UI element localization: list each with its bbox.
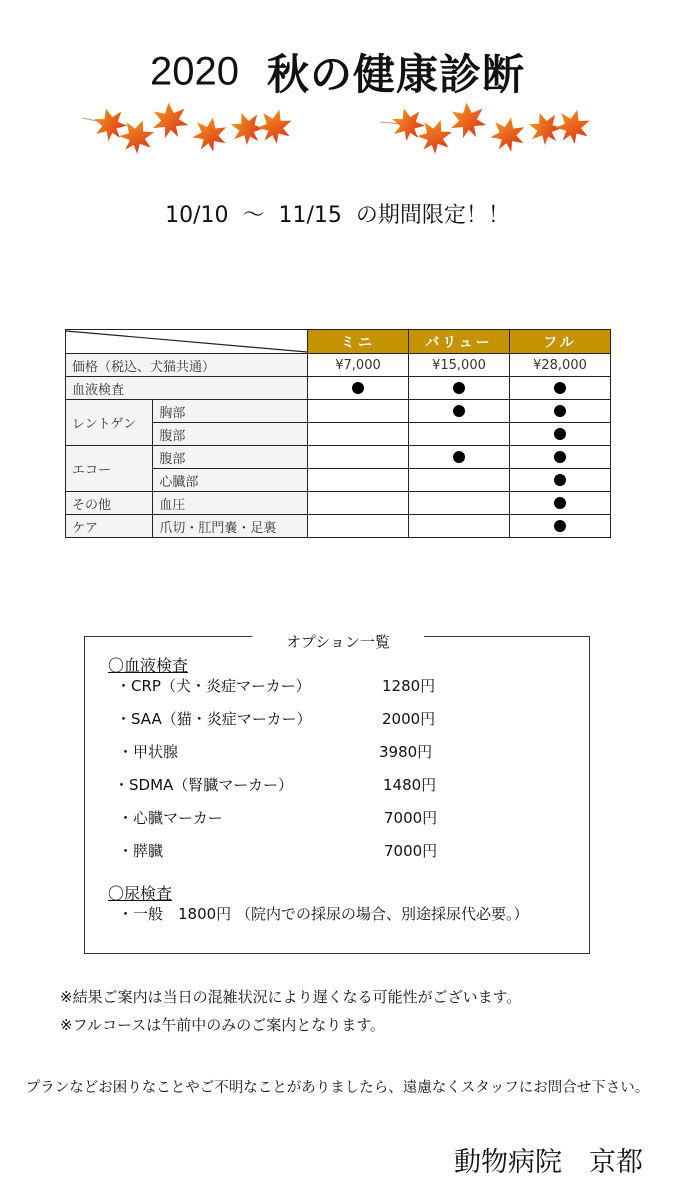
option-price: 2000円 xyxy=(382,710,436,728)
option-name: ・甲状腺 xyxy=(118,743,179,761)
row-label-blood-pressure: 血圧 xyxy=(153,492,308,515)
row-label-abdomen: 腹部 xyxy=(153,423,308,446)
filled-circle-icon xyxy=(554,474,566,486)
row-label-price: 価格（税込、犬猫共通） xyxy=(66,354,308,377)
option-name: ・SDMA（腎臓マーカー） xyxy=(114,776,293,794)
table-row xyxy=(66,492,611,515)
plan-table xyxy=(65,329,611,538)
empty-cell xyxy=(409,423,510,446)
option-name: ・膵臓 xyxy=(118,842,164,860)
clinic-name: 動物病院 京都 xyxy=(454,1147,643,1178)
option-price: 7000円 xyxy=(384,809,438,827)
column-header-value: バリュー xyxy=(409,330,510,354)
option-price: 3980円 xyxy=(379,743,433,761)
title-main: 秋の健康診断 xyxy=(266,50,525,99)
included-mark xyxy=(510,446,611,469)
filled-circle-icon xyxy=(554,520,566,532)
empty-cell xyxy=(308,492,409,515)
included-mark xyxy=(409,377,510,400)
included-mark xyxy=(510,492,611,515)
included-mark xyxy=(510,469,611,492)
urine-test-heading: 〇尿検査 xyxy=(108,884,173,903)
title-year: 2020 xyxy=(150,49,239,94)
column-header-mini: ミニ xyxy=(308,330,409,354)
included-mark xyxy=(409,446,510,469)
option-price: 7000円 xyxy=(384,842,438,860)
price-mini: ¥7,000 xyxy=(308,354,409,377)
urine-test-item: ・一般 1800円 （院内での採尿の場合、別途採尿代必要。） xyxy=(118,905,529,923)
empty-cell xyxy=(409,515,510,538)
row-group-echo: エコー xyxy=(66,446,153,492)
filled-circle-icon xyxy=(453,405,465,417)
page-title xyxy=(0,42,675,102)
included-mark xyxy=(409,400,510,423)
row-label-abdomen: 腹部 xyxy=(153,446,308,469)
empty-cell xyxy=(409,469,510,492)
note-full-course-morning: ※フルコースは午前中のみのご案内となります。 xyxy=(60,1016,386,1034)
row-label-heart: 心臓部 xyxy=(153,469,308,492)
row-label-chest: 胸部 xyxy=(153,400,308,423)
included-mark xyxy=(510,515,611,538)
option-name: ・心臓マーカー xyxy=(118,809,223,827)
option-price: 1280円 xyxy=(382,677,436,695)
table-row xyxy=(66,515,611,538)
table-row xyxy=(66,377,611,400)
column-header-full: フル xyxy=(510,330,611,354)
options-title: オプション一覧 xyxy=(252,626,424,648)
note-result-delay: ※結果ご案内は当日の混雑状況により遅くなる可能性がございます。 xyxy=(60,988,522,1006)
filled-circle-icon xyxy=(554,405,566,417)
filled-circle-icon xyxy=(352,382,364,394)
filled-circle-icon xyxy=(554,382,566,394)
empty-cell xyxy=(409,492,510,515)
price-full: ¥28,000 xyxy=(510,354,611,377)
empty-cell xyxy=(308,423,409,446)
empty-cell xyxy=(308,400,409,423)
filled-circle-icon xyxy=(554,497,566,509)
row-group-xray: レントゲン xyxy=(66,400,153,446)
diagonal-line xyxy=(66,330,307,353)
filled-circle-icon xyxy=(453,451,465,463)
included-mark xyxy=(308,377,409,400)
filled-circle-icon xyxy=(453,382,465,394)
included-mark xyxy=(510,423,611,446)
filled-circle-icon xyxy=(554,451,566,463)
included-mark xyxy=(510,377,611,400)
filled-circle-icon xyxy=(554,428,566,440)
contact-message: プランなどお困りなことやご不明なことがありましたら、遠慮なくスタッフにお問合せ下さい。 xyxy=(25,1080,650,1096)
blood-test-heading: 〇血液検査 xyxy=(108,656,189,675)
empty-cell xyxy=(308,469,409,492)
maple-leaves-icon xyxy=(380,98,598,160)
option-name: ・CRP（犬・炎症マーカー） xyxy=(116,677,311,695)
row-label-care-items: 爪切・肛門嚢・足裏 xyxy=(153,515,308,538)
option-name: ・SAA（猫・炎症マーカー） xyxy=(116,710,312,728)
row-label-blood-test: 血液検査 xyxy=(66,377,308,400)
table-row xyxy=(66,354,611,377)
option-price: 1480円 xyxy=(383,776,437,794)
table-row xyxy=(66,400,611,423)
price-value: ¥15,000 xyxy=(409,354,510,377)
row-group-other: その他 xyxy=(66,492,153,515)
campaign-period: 10/10 ～ 11/15 の期間限定！！ xyxy=(165,203,510,228)
maple-leaves-icon xyxy=(82,98,300,160)
table-row xyxy=(66,446,611,469)
table-header-row xyxy=(66,330,611,354)
diagonal-corner-cell xyxy=(66,330,308,354)
row-group-care: ケア xyxy=(66,515,153,538)
included-mark xyxy=(510,400,611,423)
empty-cell xyxy=(308,446,409,469)
empty-cell xyxy=(308,515,409,538)
